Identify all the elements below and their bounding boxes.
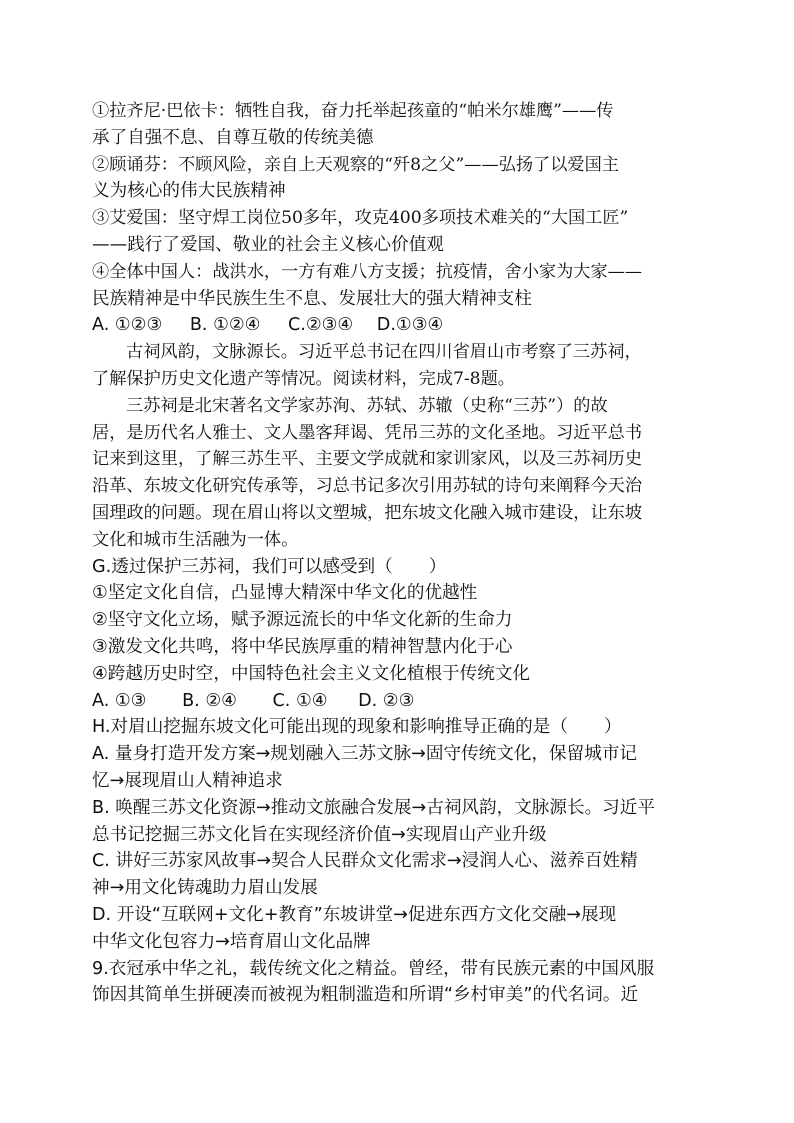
question-h-option-d-line-1: D. 开设“互联网+文化+教育”东坡讲堂→促进东西方文化交融→展现: [92, 904, 617, 925]
question-h-option-b-line-2: 总书记挖掘三苏文化旨在实现经济价值→实现眉山产业升级: [92, 824, 547, 845]
question-h-stem: [92, 714, 704, 741]
option-4-line-1: ④全体中国人：战洪水，一方有难八方支援；抗疫情，舍小家为大家——: [92, 261, 643, 282]
intro-paragraph-line-1: 古祠风韵，文脉源长。习近平总书记在四川省眉山市考察了三苏祠，: [126, 342, 642, 363]
choice-c: C. ①④: [272, 690, 328, 711]
choice-b: B. ①②④: [189, 315, 261, 336]
question-g-option-4: ④跨越历史时空，中国特色社会主义文化植根于传统文化: [92, 663, 531, 684]
material-paragraph-line-5: 国理政的问题。现在眉山将以文塑城，把东坡文化融入城市建设，让东坡: [92, 502, 643, 523]
answer-choices-row-1: [92, 312, 704, 339]
option-2-line-1: ②顾诵芬：不顾风险，亲自上天观察的“歼8之父”——弘扬了以爱国主: [92, 154, 619, 175]
question-h-close-paren: ）: [603, 717, 622, 738]
material-paragraph-line-3: 记来到这里，了解三苏生平、主要文学成就和家训家风，以及三苏祠历史: [92, 449, 643, 470]
option-3-line-1: ③艾爱国：坚守焊工岗位50多年，攻克400多项技术难关的“大国工匠”: [92, 208, 629, 229]
question-h-option-b-line-1: B. 唤醒三苏文化资源→推动文旅融合发展→古祠风韵，文脉源长。习近平: [92, 797, 655, 818]
question-h-text: H.对眉山挖掘东坡文化可能出现的现象和影响推导正确的是（: [92, 717, 568, 738]
question-h-option-a-line-2: 忆→展现眉山人精神追求: [92, 770, 283, 791]
question-h-option-c-line-2: 神→用文化铸魂助力眉山发展: [92, 878, 318, 899]
material-paragraph-line-2: 居，是历代名人雅士、文人墨客拜谒、凭吊三苏的文化圣地。习近平总书: [92, 422, 643, 443]
material-paragraph-line-6: 文化和城市生活融为一体。: [92, 529, 299, 550]
option-1-line-1: ①拉齐尼·巴依卡：牺牲自我，奋力托举起孩童的“帕米尔雄鹰”——传: [92, 101, 614, 121]
material-paragraph-line-4: 沿革、东坡文化研究传承等，习总书记多次引用苏轼的诗句来阐释今天治: [92, 476, 643, 497]
material-paragraph-line-1: 三苏祠是北宋著名文学家苏洵、苏轼、苏辙（史称“三苏”）的故: [126, 395, 608, 416]
choice-d: D. ②③: [358, 690, 415, 711]
question-g-stem: [92, 554, 704, 581]
question-h-option-a-line-1: A. 量身打造开发方案→规划融入三苏文脉→固守传统文化，保留城市记: [92, 744, 638, 765]
question-g-close-paren: ）: [428, 556, 447, 577]
choice-b: B. ②④: [182, 690, 237, 711]
option-2-line-2: 义为核心的伟大民族精神: [92, 181, 286, 202]
choice-a: A. ①②③: [92, 315, 163, 336]
option-1-line-2: 承了自强不息、自尊互敬的传统美德: [92, 127, 374, 148]
question-9-line-2: 饰因其简单生拼硬凑而被视为粗制滥造和所谓“乡村审美”的代名词。近: [92, 985, 639, 1006]
question-g-option-2: ②坚守文化立场，赋予源远流长的中华文化新的生命力: [92, 610, 513, 631]
document-page: [92, 98, 704, 1009]
choice-d: D.①③④: [376, 315, 444, 336]
answer-choices-row-2: [92, 688, 704, 715]
intro-paragraph-line-2: 了解保护历史文化遗产等情况。阅读材料，完成7-8题。: [92, 368, 515, 389]
option-3-line-2: ——践行了爱国、敬业的社会主义核心价值观: [92, 234, 444, 255]
question-g-option-3: ③激发文化共鸣，将中华民族厚重的精神智慧内化于心: [92, 636, 513, 657]
question-g-option-1: ①坚定文化自信，凸显博大精深中华文化的优越性: [92, 583, 478, 604]
question-h-option-c-line-1: C. 讲好三苏家风故事→契合人民群众文化需求→浸润人心、滋养百姓精: [92, 851, 638, 872]
choice-c: C.②③④: [288, 315, 354, 336]
option-4-line-2: 民族精神是中华民族生生不息、发展壮大的强大精神支柱: [92, 288, 532, 309]
choice-a: A. ①③: [92, 690, 147, 711]
question-9-line-1: 9.衣冠承中华之礼，载传统文化之精益。曾经，带有民族元素的中国风服: [92, 958, 655, 979]
question-h-option-d-line-2: 中华文化包容力→培育眉山文化品牌: [92, 931, 371, 952]
question-g-text: G.透过保护三苏祠，我们可以感受到（: [92, 556, 393, 577]
